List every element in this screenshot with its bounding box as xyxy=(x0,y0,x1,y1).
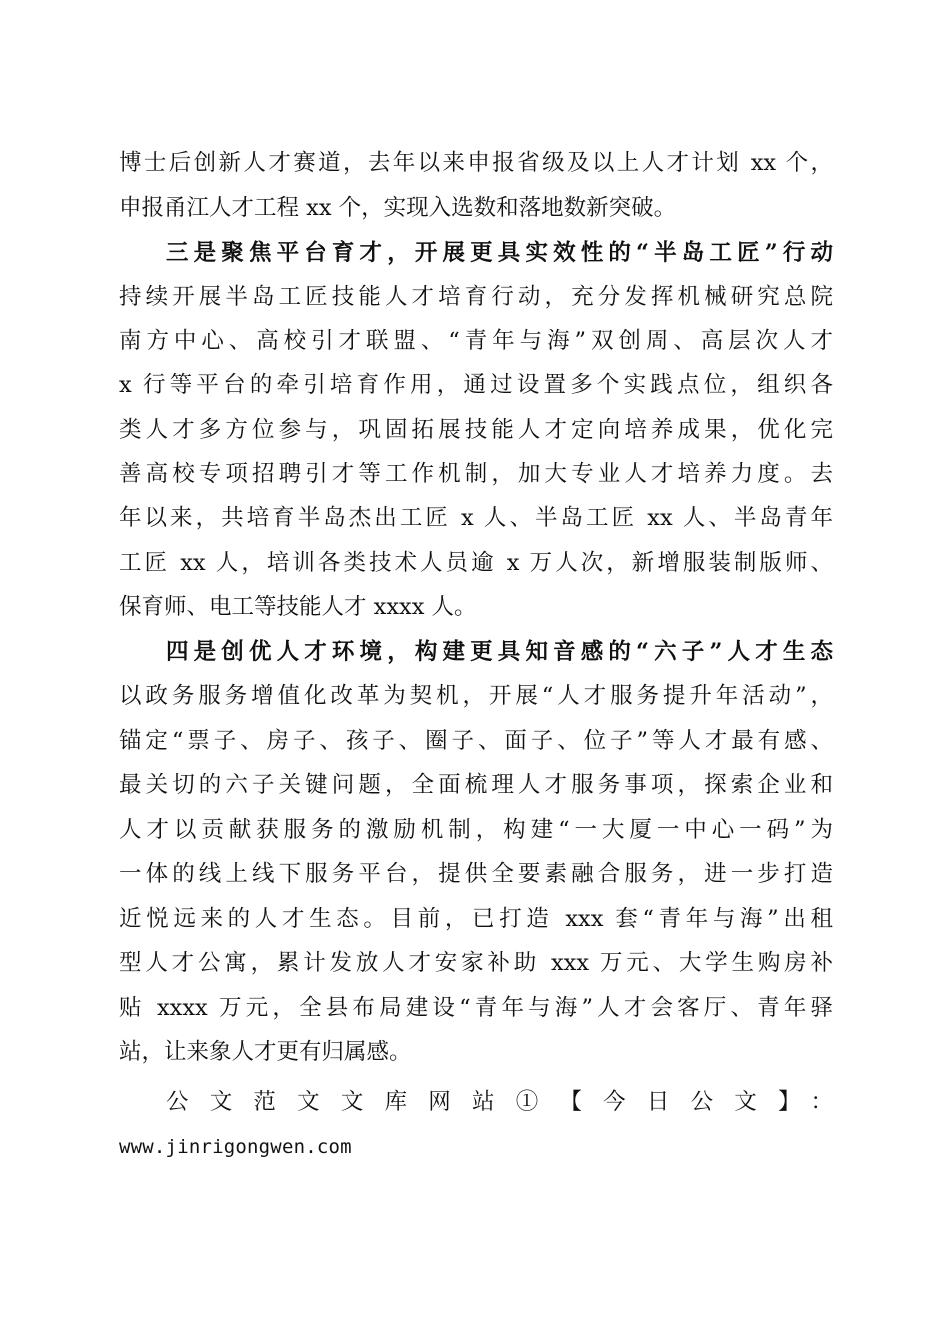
section-heading-3: 三是聚焦平台育才，开展更具实效性的“半岛工匠”行动 xyxy=(166,240,833,266)
paragraph-line: 持续开展半岛工匠技能人才培育行动，充分发挥机械研究总院 xyxy=(119,284,833,310)
paragraph-line: 一体的线上线下服务平台，提供全要素融合服务，进一步打造 xyxy=(119,861,833,887)
paragraph-line: 博士后创新人才赛道，去年以来申报省级及以上人才计划 xx 个， xyxy=(119,150,833,176)
paragraph-line: 年以来，共培育半岛杰出工匠 x 人、半岛工匠 xx 人、半岛青年 xyxy=(119,505,833,531)
paragraph-line: 型人才公寓，累计发放人才安家补助 xxx 万元、大学生购房补 xyxy=(119,950,833,976)
paragraph-line: 人才以贡献获服务的激励机制，构建“一大厦一中心一码”为 xyxy=(119,817,833,843)
section-heading-4: 四是创优人才环境，构建更具知音感的“六子”人才生态 xyxy=(166,639,833,665)
paragraph-line: 锚定“票子、房子、孩子、圈子、面子、位子”等人才最有感、 xyxy=(119,728,833,754)
paragraph-line: 站，让来象人才更有归属感。 xyxy=(119,1039,412,1065)
footer-url: www.jinrigongwen.com xyxy=(119,1136,352,1158)
paragraph-line: 善高校专项招聘引才等工作机制，加大专业人才培养力度。去 xyxy=(119,461,833,487)
paragraph-line: 最关切的六子关键问题，全面梳理人才服务事项，探索企业和 xyxy=(119,772,833,798)
paragraph-line: 贴 xxxx 万元，全县布局建设“青年与海”人才会客厅、青年驿 xyxy=(119,995,833,1021)
paragraph-line: 工匠 xx 人，培训各类技术人员逾 x 万人次，新增服装制版师、 xyxy=(119,550,833,576)
paragraph-line: 以政务服务增值化改革为契机，开展“人才服务提升年活动”， xyxy=(119,683,833,709)
paragraph-line: 申报甬江人才工程 xx 个，实现入选数和落地数新突破。 xyxy=(119,195,677,221)
paragraph-line: 近悦远来的人才生态。目前，已打造 xxx 套“青年与海”出租 xyxy=(119,906,833,932)
paragraph-line: 南方中心、高校引才联盟、“青年与海”双创周、高层次人才 xyxy=(119,328,833,354)
paragraph-line: x 行等平台的牵引培育作用，通过设置多个实践点位，组织各 xyxy=(119,372,833,398)
footer-source-label: 公文范文文库网站①【今日公文】： xyxy=(166,1089,833,1115)
paragraph-line: 保育师、电工等技能人才 xxxx 人。 xyxy=(119,594,477,620)
paragraph-line: 类人才多方位参与，巩固拓展技能人才定向培养成果，优化完 xyxy=(119,417,833,443)
